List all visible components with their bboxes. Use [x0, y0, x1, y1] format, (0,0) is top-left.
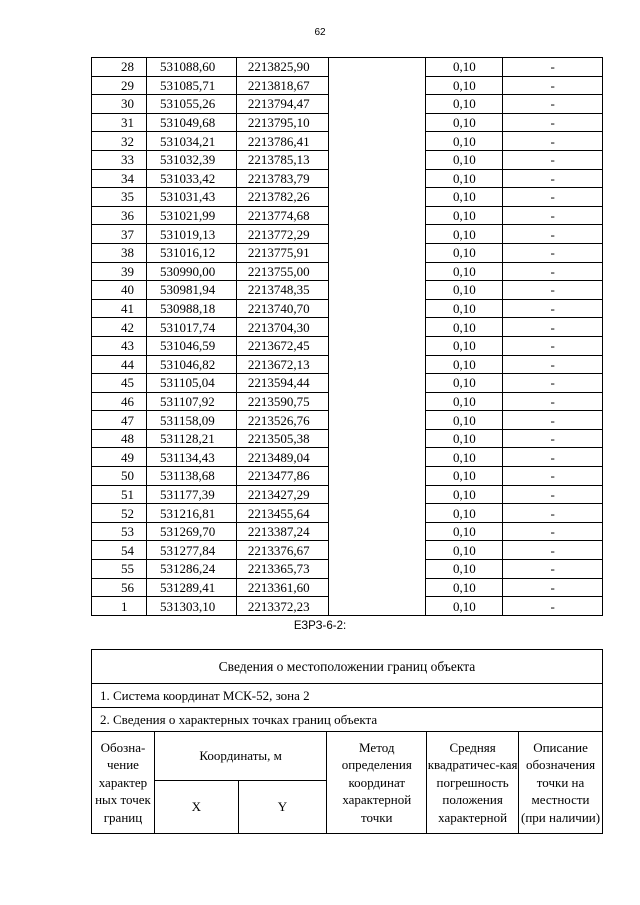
method-cell	[328, 132, 426, 151]
y-coordinate-cell: 2213794,47	[236, 95, 328, 114]
method-cell	[328, 411, 426, 430]
description-cell: -	[503, 95, 603, 114]
table-row	[92, 411, 603, 430]
mean-error-cell: 0,10	[426, 262, 503, 281]
x-coordinate-cell: 531085,71	[146, 76, 236, 95]
y-coordinate-cell: 2213783,79	[236, 169, 328, 188]
table-row	[92, 188, 603, 207]
mean-error-cell: 0,10	[426, 243, 503, 262]
x-coordinate-cell: 531286,24	[146, 560, 236, 579]
description-cell: -	[503, 58, 603, 77]
description-cell: -	[503, 597, 603, 616]
table-row	[92, 355, 603, 374]
point-number-cell: 41	[92, 299, 147, 318]
point-number-cell: 42	[92, 318, 147, 337]
table-row	[92, 597, 603, 616]
description-cell: -	[503, 318, 603, 337]
mean-error-cell: 0,10	[426, 522, 503, 541]
y-coordinate-cell: 2213477,86	[236, 467, 328, 486]
method-cell	[328, 374, 426, 393]
mean-error-cell: 0,10	[426, 336, 503, 355]
description-cell: -	[503, 411, 603, 430]
method-cell	[328, 597, 426, 616]
method-cell	[328, 243, 426, 262]
mean-error-cell: 0,10	[426, 281, 503, 300]
header-coordinates: Координаты, м	[154, 732, 326, 781]
mean-error-cell: 0,10	[426, 206, 503, 225]
y-coordinate-cell: 2213387,24	[236, 522, 328, 541]
point-number-cell: 38	[92, 243, 147, 262]
y-coordinate-cell: 2213489,04	[236, 448, 328, 467]
table-row	[92, 318, 603, 337]
mean-error-cell: 0,10	[426, 225, 503, 244]
x-coordinate-cell: 531031,43	[146, 188, 236, 207]
y-coordinate-cell: 2213594,44	[236, 374, 328, 393]
point-number-cell: 33	[92, 150, 147, 169]
description-cell: -	[503, 522, 603, 541]
mean-error-cell: 0,10	[426, 95, 503, 114]
point-number-cell: 32	[92, 132, 147, 151]
info-table-title: Сведения о местоположении границ объекта	[92, 650, 603, 684]
method-cell	[328, 560, 426, 579]
point-number-cell: 37	[92, 225, 147, 244]
point-number-cell: 30	[92, 95, 147, 114]
x-coordinate-cell: 530988,18	[146, 299, 236, 318]
mean-error-cell: 0,10	[426, 467, 503, 486]
y-coordinate-cell: 2213818,67	[236, 76, 328, 95]
mean-error-cell: 0,10	[426, 504, 503, 523]
mean-error-cell: 0,10	[426, 355, 503, 374]
point-number-cell: 50	[92, 467, 147, 486]
mean-error-cell: 0,10	[426, 113, 503, 132]
x-coordinate-cell: 531021,99	[146, 206, 236, 225]
point-number-cell: 45	[92, 374, 147, 393]
x-coordinate-cell: 530981,94	[146, 281, 236, 300]
table-row	[92, 262, 603, 281]
table-row	[92, 560, 603, 579]
mean-error-cell: 0,10	[426, 299, 503, 318]
method-cell	[328, 150, 426, 169]
mean-error-cell: 0,10	[426, 448, 503, 467]
point-number-cell: 48	[92, 429, 147, 448]
table-row	[92, 578, 603, 597]
page-number: 62	[314, 27, 326, 38]
x-coordinate-cell: 531107,92	[146, 392, 236, 411]
x-coordinate-cell: 531158,09	[146, 411, 236, 430]
description-cell: -	[503, 225, 603, 244]
description-cell: -	[503, 578, 603, 597]
table-row	[92, 504, 603, 523]
x-coordinate-cell: 531216,81	[146, 504, 236, 523]
x-coordinate-cell: 531017,74	[146, 318, 236, 337]
method-cell	[328, 392, 426, 411]
x-coordinate-cell: 531134,43	[146, 448, 236, 467]
point-number-cell: 29	[92, 76, 147, 95]
mean-error-cell: 0,10	[426, 58, 503, 77]
table-row	[92, 113, 603, 132]
x-coordinate-cell: 531046,82	[146, 355, 236, 374]
description-cell: -	[503, 188, 603, 207]
description-cell: -	[503, 243, 603, 262]
point-number-cell: 51	[92, 485, 147, 504]
description-cell: -	[503, 429, 603, 448]
y-coordinate-cell: 2213372,23	[236, 597, 328, 616]
y-coordinate-cell: 2213590,75	[236, 392, 328, 411]
method-cell	[328, 299, 426, 318]
point-number-cell: 36	[92, 206, 147, 225]
description-cell: -	[503, 355, 603, 374]
table-row	[92, 448, 603, 467]
point-number-cell: 56	[92, 578, 147, 597]
point-number-cell: 1	[92, 597, 147, 616]
description-cell: -	[503, 150, 603, 169]
method-cell	[328, 206, 426, 225]
x-coordinate-cell: 531303,10	[146, 597, 236, 616]
description-cell: -	[503, 485, 603, 504]
coordinates-table	[91, 57, 603, 616]
table-row	[92, 58, 603, 77]
y-coordinate-cell: 2213704,30	[236, 318, 328, 337]
point-number-cell: 34	[92, 169, 147, 188]
table-row	[92, 374, 603, 393]
mean-error-cell: 0,10	[426, 374, 503, 393]
point-number-cell: 53	[92, 522, 147, 541]
description-cell: -	[503, 392, 603, 411]
y-coordinate-cell: 2213786,41	[236, 132, 328, 151]
x-coordinate-cell: 531049,68	[146, 113, 236, 132]
description-cell: -	[503, 467, 603, 486]
header-x: X	[154, 781, 238, 834]
y-coordinate-cell: 2213825,90	[236, 58, 328, 77]
x-coordinate-cell: 530990,00	[146, 262, 236, 281]
boundary-points-line: 2. Сведения о характерных точках границ объекта	[92, 708, 603, 732]
y-coordinate-cell: 2213505,38	[236, 429, 328, 448]
x-coordinate-cell: 531019,13	[146, 225, 236, 244]
description-cell: -	[503, 336, 603, 355]
y-coordinate-cell: 2213775,91	[236, 243, 328, 262]
method-cell	[328, 504, 426, 523]
y-coordinate-cell: 2213672,13	[236, 355, 328, 374]
mean-error-cell: 0,10	[426, 597, 503, 616]
mean-error-cell: 0,10	[426, 76, 503, 95]
point-number-cell: 52	[92, 504, 147, 523]
description-cell: -	[503, 76, 603, 95]
method-cell	[328, 225, 426, 244]
method-cell	[328, 336, 426, 355]
table-row	[92, 429, 603, 448]
header-y: Y	[238, 781, 327, 834]
description-cell: -	[503, 281, 603, 300]
mean-error-cell: 0,10	[426, 541, 503, 560]
description-cell: -	[503, 113, 603, 132]
mean-error-cell: 0,10	[426, 132, 503, 151]
description-cell: -	[503, 299, 603, 318]
method-cell	[328, 318, 426, 337]
y-coordinate-cell: 2213365,73	[236, 560, 328, 579]
x-coordinate-cell: 531128,21	[146, 429, 236, 448]
y-coordinate-cell: 2213427,29	[236, 485, 328, 504]
point-number-cell: 39	[92, 262, 147, 281]
table-row	[92, 299, 603, 318]
point-number-cell: 54	[92, 541, 147, 560]
method-cell	[328, 76, 426, 95]
coordinate-system-line: 1. Система координат МСК-52, зона 2	[92, 684, 603, 708]
x-coordinate-cell: 531277,84	[146, 541, 236, 560]
method-cell	[328, 355, 426, 374]
section-caption: ЕЗРЗ-6-2:	[293, 620, 347, 632]
x-coordinate-cell: 531016,12	[146, 243, 236, 262]
point-number-cell: 43	[92, 336, 147, 355]
method-cell	[328, 95, 426, 114]
table-row	[92, 485, 603, 504]
y-coordinate-cell: 2213785,13	[236, 150, 328, 169]
mean-error-cell: 0,10	[426, 578, 503, 597]
description-cell: -	[503, 132, 603, 151]
point-number-cell: 31	[92, 113, 147, 132]
x-coordinate-cell: 531088,60	[146, 58, 236, 77]
boundary-info-table	[91, 649, 603, 834]
table-row	[92, 392, 603, 411]
table-row	[92, 336, 603, 355]
mean-error-cell: 0,10	[426, 318, 503, 337]
method-cell	[328, 541, 426, 560]
table-row	[92, 169, 603, 188]
table-row	[92, 76, 603, 95]
y-coordinate-cell: 2213672,45	[236, 336, 328, 355]
x-coordinate-cell: 531105,04	[146, 374, 236, 393]
point-number-cell: 28	[92, 58, 147, 77]
mean-error-cell: 0,10	[426, 411, 503, 430]
description-cell: -	[503, 560, 603, 579]
description-cell: -	[503, 206, 603, 225]
point-number-cell: 44	[92, 355, 147, 374]
x-coordinate-cell: 531177,39	[146, 485, 236, 504]
point-number-cell: 35	[92, 188, 147, 207]
y-coordinate-cell: 2213774,68	[236, 206, 328, 225]
mean-error-cell: 0,10	[426, 429, 503, 448]
table-row	[92, 225, 603, 244]
description-cell: -	[503, 169, 603, 188]
method-cell	[328, 578, 426, 597]
description-cell: -	[503, 262, 603, 281]
method-cell	[328, 467, 426, 486]
header-method: Метод определения координат характерной точки	[327, 732, 427, 834]
mean-error-cell: 0,10	[426, 150, 503, 169]
table-row	[92, 281, 603, 300]
table-row	[92, 467, 603, 486]
table-row	[92, 522, 603, 541]
point-number-cell: 55	[92, 560, 147, 579]
header-designation: Обозна-чение характер ных точек границ	[92, 732, 155, 834]
method-cell	[328, 485, 426, 504]
x-coordinate-cell: 531034,21	[146, 132, 236, 151]
x-coordinate-cell: 531032,39	[146, 150, 236, 169]
method-cell	[328, 169, 426, 188]
description-cell: -	[503, 448, 603, 467]
y-coordinate-cell: 2213361,60	[236, 578, 328, 597]
y-coordinate-cell: 2213772,29	[236, 225, 328, 244]
x-coordinate-cell: 531138,68	[146, 467, 236, 486]
header-description: Описание обозначения точки на местности (при наличии)	[519, 732, 603, 834]
point-number-cell: 47	[92, 411, 147, 430]
x-coordinate-cell: 531269,70	[146, 522, 236, 541]
table-row	[92, 150, 603, 169]
y-coordinate-cell: 2213740,70	[236, 299, 328, 318]
description-cell: -	[503, 504, 603, 523]
mean-error-cell: 0,10	[426, 169, 503, 188]
mean-error-cell: 0,10	[426, 560, 503, 579]
mean-error-cell: 0,10	[426, 188, 503, 207]
method-cell	[328, 448, 426, 467]
table-row	[92, 95, 603, 114]
header-mean-error: Средняя квадратичес-кая погрешность положения характерной	[427, 732, 519, 834]
description-cell: -	[503, 541, 603, 560]
method-cell	[328, 58, 426, 77]
method-cell	[328, 281, 426, 300]
table-row	[92, 243, 603, 262]
y-coordinate-cell: 2213795,10	[236, 113, 328, 132]
table-row	[92, 132, 603, 151]
description-cell: -	[503, 374, 603, 393]
method-cell	[328, 188, 426, 207]
method-cell	[328, 113, 426, 132]
x-coordinate-cell: 531033,42	[146, 169, 236, 188]
method-cell	[328, 522, 426, 541]
point-number-cell: 40	[92, 281, 147, 300]
x-coordinate-cell: 531055,26	[146, 95, 236, 114]
y-coordinate-cell: 2213748,35	[236, 281, 328, 300]
x-coordinate-cell: 531289,41	[146, 578, 236, 597]
point-number-cell: 46	[92, 392, 147, 411]
method-cell	[328, 429, 426, 448]
y-coordinate-cell: 2213782,26	[236, 188, 328, 207]
mean-error-cell: 0,10	[426, 392, 503, 411]
mean-error-cell: 0,10	[426, 485, 503, 504]
method-cell	[328, 262, 426, 281]
coordinates-table-body	[92, 58, 603, 616]
y-coordinate-cell: 2213376,67	[236, 541, 328, 560]
y-coordinate-cell: 2213755,00	[236, 262, 328, 281]
point-number-cell: 49	[92, 448, 147, 467]
x-coordinate-cell: 531046,59	[146, 336, 236, 355]
table-row	[92, 541, 603, 560]
table-row	[92, 206, 603, 225]
y-coordinate-cell: 2213455,64	[236, 504, 328, 523]
y-coordinate-cell: 2213526,76	[236, 411, 328, 430]
